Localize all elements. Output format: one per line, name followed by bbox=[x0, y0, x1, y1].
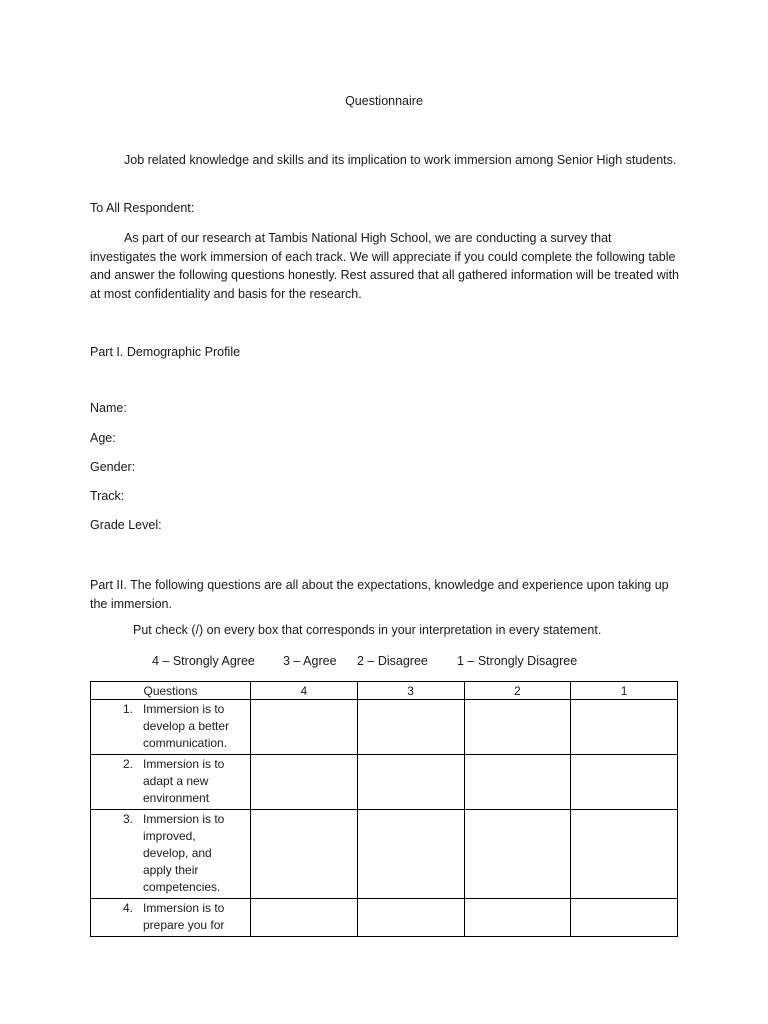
table-header-row bbox=[91, 682, 678, 700]
salutation: To All Respondent: bbox=[90, 201, 195, 215]
study-title: Job related knowledge and skills and its implication to work immersion among Senior High students. bbox=[124, 153, 677, 167]
question-number: 1. bbox=[122, 702, 133, 716]
question-cell bbox=[91, 810, 251, 899]
grade-level-field-label: Grade Level: bbox=[90, 518, 162, 532]
question-text: Immersion is to improved, develop, and apply their competencies. bbox=[143, 812, 225, 894]
rating-cell-4[interactable] bbox=[251, 700, 358, 755]
header-rating-1: 1 bbox=[571, 682, 678, 700]
scale-agree: 3 – Agree bbox=[283, 654, 337, 668]
rating-cell-1[interactable] bbox=[571, 755, 678, 810]
gender-field-label: Gender: bbox=[90, 460, 136, 474]
scale-strongly-agree: 4 – Strongly Agree bbox=[152, 654, 255, 668]
scale-disagree: 2 – Disagree bbox=[357, 654, 428, 668]
table-row bbox=[91, 810, 678, 899]
survey-table bbox=[90, 681, 678, 937]
scale-strongly-disagree: 1 – Strongly Disagree bbox=[457, 654, 578, 668]
question-text: Immersion is to develop a better communication. bbox=[143, 702, 230, 750]
rating-cell-4[interactable] bbox=[251, 755, 358, 810]
rating-scale-legend bbox=[152, 654, 577, 668]
question-text: Immersion is to prepare you for bbox=[143, 901, 225, 932]
rating-cell-1[interactable] bbox=[571, 810, 678, 899]
rating-cell-4[interactable] bbox=[251, 899, 358, 937]
age-field-label: Age: bbox=[90, 431, 116, 445]
table-row bbox=[91, 755, 678, 810]
rating-cell-2[interactable] bbox=[464, 899, 571, 937]
rating-cell-3[interactable] bbox=[357, 899, 464, 937]
header-rating-4: 4 bbox=[251, 682, 358, 700]
part1-heading: Part I. Demographic Profile bbox=[90, 345, 241, 359]
table-row bbox=[91, 899, 678, 937]
rating-cell-2[interactable] bbox=[464, 700, 571, 755]
header-questions: Questions bbox=[91, 682, 251, 700]
document-title: Questionnaire bbox=[345, 94, 423, 108]
name-field-label: Name: bbox=[90, 401, 127, 415]
header-rating-3: 3 bbox=[357, 682, 464, 700]
intro-paragraph: As part of our research at Tambis National High School, we are conducting a survey that investigates the work immersion of each track. We will appreciate if you could complete the following table and answer the following questions honestly. Rest assured that all gathered information will be treated with at most confidentiality and basis for the research. bbox=[90, 231, 679, 301]
question-cell bbox=[91, 700, 251, 755]
part2-heading: Part II. The following questions are all about the expectations, knowledge and experience upon taking up the immersion. bbox=[90, 578, 669, 611]
rating-cell-3[interactable] bbox=[357, 700, 464, 755]
header-rating-2: 2 bbox=[464, 682, 571, 700]
question-number: 3. bbox=[122, 812, 133, 826]
question-cell bbox=[91, 755, 251, 810]
track-field-label: Track: bbox=[90, 489, 125, 503]
rating-cell-2[interactable] bbox=[464, 810, 571, 899]
question-cell bbox=[91, 899, 251, 937]
table-row bbox=[91, 700, 678, 755]
rating-cell-3[interactable] bbox=[357, 810, 464, 899]
question-text: Immersion is to adapt a new environment bbox=[143, 757, 225, 805]
instruction-text: Put check (/) on every box that corresponds in your interpretation in every statement. bbox=[133, 623, 602, 637]
rating-cell-4[interactable] bbox=[251, 810, 358, 899]
rating-cell-1[interactable] bbox=[571, 700, 678, 755]
rating-cell-2[interactable] bbox=[464, 755, 571, 810]
question-number: 4. bbox=[122, 901, 133, 915]
question-number: 2. bbox=[122, 757, 133, 771]
rating-cell-1[interactable] bbox=[571, 899, 678, 937]
rating-cell-3[interactable] bbox=[357, 755, 464, 810]
